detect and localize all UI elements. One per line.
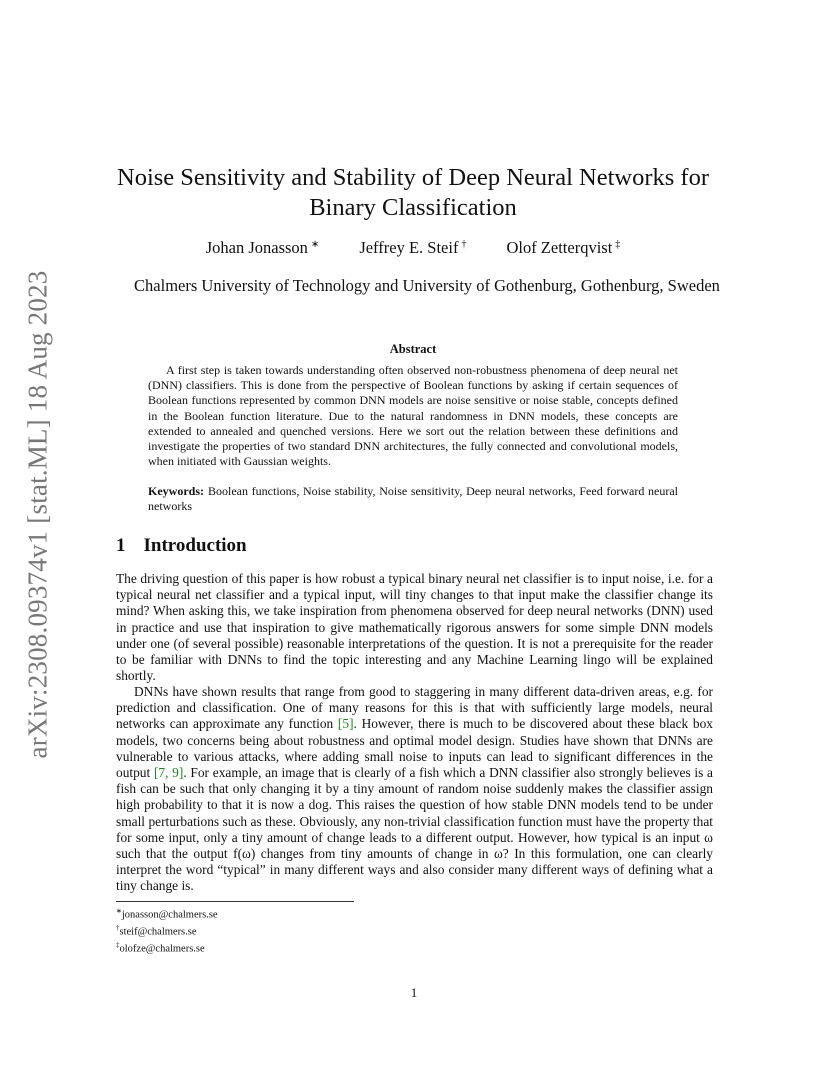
- paragraph-2-part-b: . However, there is much to be discovered about these black box models, two concerns being about robustness and optimal model design. Studies have shown that DNNs are vulnerable to various attacks, where adding small noise to inputs can lead to significant differences in the output: [116, 716, 713, 781]
- author-2: [359, 238, 466, 258]
- author-3: [506, 238, 620, 258]
- author-mark: ‡: [615, 238, 621, 250]
- author-name: Olof Zetterqvist: [506, 238, 613, 257]
- citation-link[interactable]: [5]: [337, 716, 354, 732]
- footnote-divider: [116, 901, 354, 902]
- footnote-mark: †: [116, 924, 120, 932]
- footnote: [116, 939, 218, 956]
- affiliation: Chalmers University of Technology and University of Gothenburg, Gothenburg, Sweden: [134, 276, 720, 295]
- author-list: [120, 238, 706, 258]
- footnote-mark: ∗: [116, 907, 122, 915]
- paper-title: Noise Sensitivity and Stability of Deep Neural Networks for Binary Classification: [117, 164, 709, 221]
- footnote: [116, 905, 218, 922]
- arxiv-id-text: arXiv:2308.09374v1 [stat.ML] 18 Aug 2023: [22, 270, 53, 758]
- author-mark: ∗: [310, 238, 320, 250]
- citation-link[interactable]: [7, 9]: [153, 765, 184, 781]
- footnote-mark: ‡: [116, 941, 120, 949]
- author-name: Johan Jonasson: [205, 238, 308, 257]
- page-number: 1: [410, 985, 418, 1000]
- footnote: [116, 922, 218, 939]
- footnote-email: steif@chalmers.se: [119, 926, 197, 938]
- abstract-heading: Abstract: [389, 342, 437, 356]
- paragraph-2-part-a: DNNs have shown results that range from good to staggering in many different data-driven areas, e.g. for prediction and classification. One of many reasons for this is that with sufficiently large models, neural networks can approximate any function: [116, 684, 713, 732]
- footnotes: [116, 905, 218, 956]
- author-1: [206, 238, 320, 258]
- section-heading: [116, 535, 247, 557]
- paragraph-2-part-c: . For example, an image that is clearly of a fish which a DNN classifier also strongly believes is a fish can be such that only changing it by a tiny amount of random noise suddenly makes the classifier assign high probability to that it is now a dog. This raises the question of how stable DNN models tend to be under small perturbations such as these. Obviously, any non-trivial classification function must have the property that for some input, only a tiny amount of change leads to a different output. However, how typical is an input ω such that the output f(ω) changes from tiny amounts of change in ω? In this formulation, one can clearly interpret the word “typical” in many different ways and also consider many different ways of defining what a tiny change is.: [116, 765, 713, 894]
- section-number: 1: [116, 535, 126, 556]
- arxiv-identifier-stamp: [14, 270, 62, 758]
- abstract-text: A first step is taken towards understanding often observed non-robustness phenomena of deep neural net (DNN) classifiers. This is done from the perspective of Boolean functions by asking if certain sequences of Boolean functions represented by common DNN models are noise sensitive or noise stable, concepts defined in the Boolean function literature. Due to the natural randomness in DNN models, these concepts are extended to annealed and quenched versions. Here we sort out the relation between these definitions and investigate the properties of two standard DNN architectures, the fully connected and convolutional models, when initiated with Gaussian weights.: [148, 363, 678, 469]
- author-mark: †: [461, 238, 467, 250]
- author-name: Jeffrey E. Steif: [359, 238, 459, 257]
- keywords: [148, 484, 678, 514]
- footnote-email: jonasson@chalmers.se: [121, 909, 218, 921]
- keywords-label: Keywords:: [148, 484, 204, 498]
- paragraph-2: [116, 684, 713, 895]
- footnote-email: olofze@chalmers.se: [119, 943, 205, 955]
- section-title: Introduction: [143, 535, 247, 556]
- paragraph-1: The driving question of this paper is how robust a typical binary neural net classifier is to input noise, i.e. for a typical neural net classifier and a typical input, will tiny changes to that input make the classifier change its mind? When asking this, we take inspiration from phenomena observed for deep neural networks (DNN) used in practice and use that inspiration to give mathematically rigorous answers for some simple DNN models under one (of several possible) reasonable interpretations of the question. It is not a prerequisite for the reader to be familiar with DNNs to find the topic interesting and any Machine Learning lingo will be explained shortly.: [116, 571, 713, 684]
- keywords-text: Boolean functions, Noise stability, Noise sensitivity, Deep neural networks, Feed forward neural networks: [148, 484, 678, 514]
